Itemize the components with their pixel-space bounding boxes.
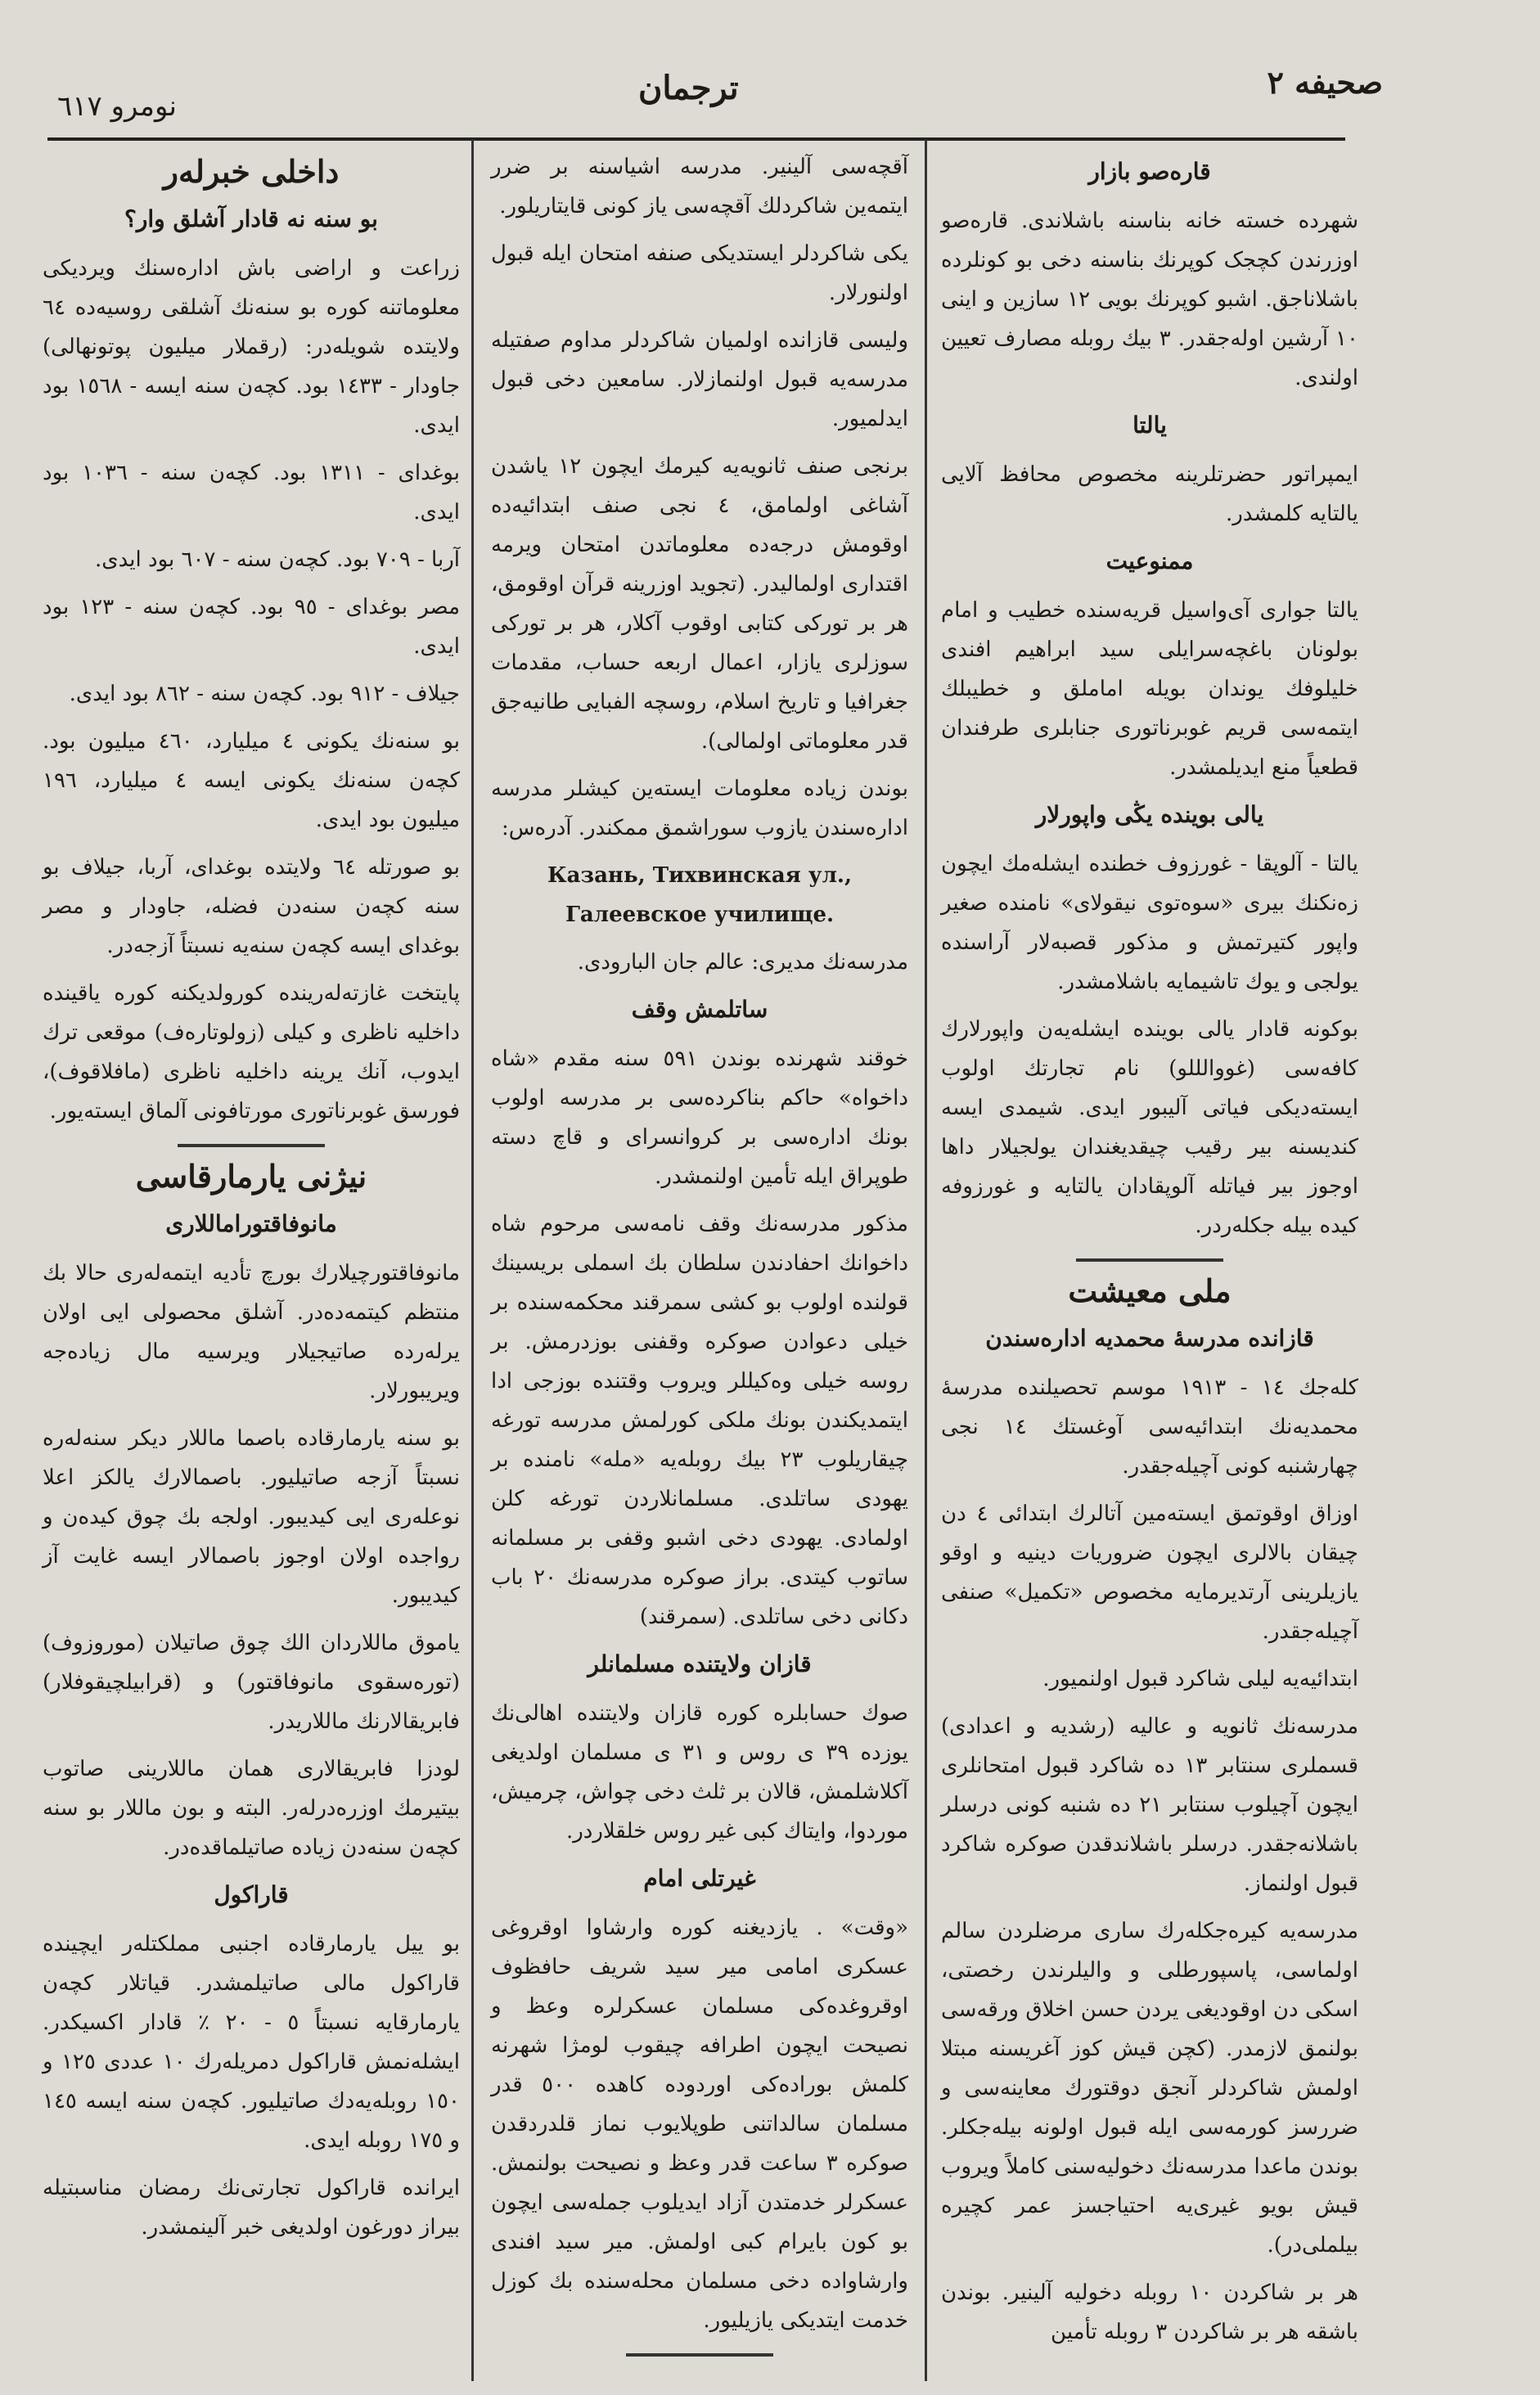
paragraph: ایمپراتور حضرتلرینه مخصوص محافظ آلایی یالتایه کلمشدر. [941,462,1358,526]
column-right [941,147,1358,2360]
paragraph: پایتخت غازته‌لەرینده کورولدیکنه کوره یاقینده داخلیه ناظری و کیلی (زولوتارەف) موقعی ترك ایدوب، آنك یرینه داخلیه ناظری (مافلاقوف)، فورسق غوبرناتوری مورتافونی آلماق ایسته‌یور. [43,981,460,1123]
paragraph: بوندن زیاده معلومات ایسته‌ین کیشلر مدرسه ادارەسندن یازوب سوراشمق ممکندر. آدرەس: [491,777,908,840]
issue-number: نومرو ٦١٧ [57,90,178,123]
page-header [41,57,1383,131]
paragraph: مدرسه‌نك ثانویه و عالیه (رشدیه و اعدادی) قسملری سنتابر ١٣ ده شاکرد قبول امتحانلری ایچون آچیلوب سنتابر ٢١ ده شنبه کونی درسلر باشلانەجقدر. درسلر باشلاندقدن صوکره شاکرد قبول اولنماز. [941,1714,1359,1896]
section-heading: قازانده مدرسهٔ محمدیه ادارەسندن [985,1325,1314,1352]
address-text: Казань, Тихвинская ул., Галеевское училище. [547,863,853,927]
header-rule [47,137,1345,141]
paragraph: زراعت و اراضی باش ادارەسنك ویردیکی معلوماتنه کوره بو سنه‌نك آشلقی روسیه‌ده ٦٤ ولایتده شویله‌در: (رقملار میلیون پوتونهالی) جاودار - ١٤٣٣ بود. کچەن سنه ایسه - ١٥٦٨ بود ایدی. [43,256,460,438]
column-divider-left [471,139,474,2381]
paragraph: بو ییل یارمارقاده اجنبی مملکتلەر ایچیندە قاراکول مالی صاتیلمشدر. قیاتلار کچەن یارمارقایه نسبتاً ٥ - ٢٠ ٪ قادار اکسیکدر. ایشلەنمش قاراکول دمریلەرك ١٠ عددی ١٢٥ و ١٥٠ روبلەیەدك صاتیلیور. کچەن سنه ایسه ١٤٥ و ١٧٥ روبله ایدی. [43,1932,460,2153]
newspaper-title: ترجمان [638,69,739,107]
paragraph: ابتدائیه‌یه لیلی شاکرد قبول اولنمیور. [1042,1667,1358,1691]
paragraph: بو صورتله ٦٤ ولایتده بوغدای، آربا، جیلاف بو سنه کچەن سنه‌دن فضله، جاودار و مصر بوغدای ایسه کچەن سنه‌یه نسبتاً آزجه‌در. [43,855,461,958]
paragraph: یاموق ماللاردان الك چوق صاتیلان (موروزوف) (تورەسقوی مانوفاقتور) و (قرابیلچیقوفلار) فابریقالارنك ماللاریدر. [43,1631,460,1734]
section-heading: مانوفاقتوراماللاری [165,1210,337,1237]
paragraph: مصر بوغدای - ٩٥ بود. کچەن سنه - ١٢٣ بود ایدی. [43,595,461,659]
paragraph: یالتا - آلوپقا - غورزوف خطنده ایشلەمك ایچون زەنکنك بیری «سوەتوی نیقولای» نامنده صغیر واپور کتیرتمش و مذکور قصبەلار آراسنده یولجی و یوك تاشیمایه باشلامشدر. [941,852,1358,994]
paragraph: مدرسه‌نك مدیری: عالم جان البارودی. [577,950,908,975]
section-heading: ممنوعیت [1105,547,1194,574]
section-heading: یالی بوینده یڭی واپورلار [1035,801,1264,828]
section-separator [626,2353,773,2357]
main-section-title: نیژنی یارمارقاسی [135,1158,367,1195]
main-section-title: ملی معیشت [1068,1272,1232,1309]
paragraph: صوك حسابلره کوره قازان ولایتنده اهالی‌نك یوزده ٣٩ ی روس و ٣١ ی مسلمان اولدیغی آکلاشلمش، قالان بر ثلث دخی چواش، چرمیش، موردوا، وایتاك کبی غیر روس خلقلاردر. [491,1701,908,1844]
section-heading: ساتلمش وقف [631,996,768,1023]
paragraph: آربا - ٧٠٩ بود. کچەن سنه - ٦٠٧ بود ایدی. [95,547,460,572]
paragraph: جیلاف - ٩١٢ بود. کچەن سنه - ٨٦٢ بود ایدی. [69,682,460,706]
paragraph: کلەجك ١٤ - ١٩١٣ موسم تحصیلنده مدرسهٔ محمدیه‌نك ابتدائیه‌سی آوغستك ١٤ نجی چهارشنبه کونی آچیلەجقدر. [941,1375,1358,1479]
page-number: صحیفه ٢ [1267,64,1383,101]
paragraph: خوقند شهرنده بوندن ٥٩١ سنه مقدم «شاه داخواه» حاکم بناکرده‌سی بر مدرسه اولوب بونك ادارەسی بر کروانسرای و قاچ دسته طوپراق ایله تأمین اولنمشدر. [491,1047,908,1189]
paragraph: هر بر شاکردن ١٠ روبله دخولیه آلینیر. بوندن باشقه هر بر شاکردن ٣ روبله تأمین [941,2280,1358,2344]
section-heading: قاراکول [214,1881,289,1908]
section-heading: یالتا [1132,412,1167,439]
paragraph: مذکور مدرسه‌نك وقف نامه‌سی مرحوم شاه داخوانك احفادندن سلطان بك اسملی بریسینك قولنده اولوب بو کشی سمرقند محکمه‌سنده بر خیلی دعوادن صوکره وقفنی بوزدرمش. بر روسه خیلی وه‌کیللر ویروب وقتنده بوزجی ادا ایتمدیکندن بونك ملکی کورلمش مدرسه تورغه چیقاریلوب ٢٣ بیك روبله‌یه «مله» نامنده بر یهودی ساتلدی. مسلمانلاردن تورغه کلن اولمادی. یهودی دخی اشبو وقفی بر مسلمانه ساتوب کیتدی. براز صوکره مدرسه‌نك ٢٠ باب دکانی دخی ساتلدی. (سمرقند) [491,1212,908,1629]
paragraph: اوزاق اوقوتمق ایسته‌مین آتالرك ابتدائی ٤ دن چیقان بالالری ایچون ضروریات دینیه و اوقو یازیلرینی آرتدیرمایه مخصوص «تکمیل» صنفی آچیلەجقدر. [941,1501,1358,1644]
paragraph: یکی شاکردلر ایستدیکی صنفه امتحان ایله قبول اولنورلار. [491,241,908,305]
main-section-title: داخلی خبرلەر [163,153,340,190]
paragraph: بوغدای - ١٣١١ بود. کچەن سنه - ١٠٣٦ بود ایدی. [43,461,461,524]
section-heading: قازان ولایتنده مسلمانلر [588,1650,812,1677]
paragraph: آقچه‌سی آلینیر. مدرسه اشیاسنه بر ضرر ایتمه‌ین شاکردلك آقچه‌سی یاز کونی قایتاریلور. [491,155,908,218]
column-middle [491,147,908,2366]
section-heading: بو سنه نه قادار آشلق وار؟ [124,205,378,232]
paragraph: ولیسی قازانده اولمیان شاکردلر مداوم صفتیله مدرسه‌یه قبول اولنمازلار. سامعین دخی قبول ایدلمیور. [491,328,908,431]
paragraph: شهرده خسته خانه بناسنه باشلاندی. قارەصو اوزرندن کچجک کوپرنك بناسنه دخی بو کونلرده باشلاناجق. اشبو کوپرنك بویی ١٢ سازین و اینی ١٠ آرشین اولەجقدر. ٣ بيك روبله مصارف تعیین اولندی. [941,209,1358,390]
paragraph: بو سنه یارمارقاده باصما ماللار دیکر سنەلەره نسبتاً آزجه صاتیلیور. باصمالارك یالکز اعلا نوعلەری ایی کیدیبور. اولجه بك چوق کیدەن و رواجده اولان اوجوز باصمالار ایسه غایت آز کیدیبور. [43,1426,460,1608]
paragraph: بوکونه قادار یالی بوینده ایشلەیەن واپورلارك کافه‌سی (غووالللو) نام تجارتك اولوب ایسته‌دیکی فیاتی آلیبور ایدی. شیمدی ایسه کندیسنه بیر رقیب چیقدیغندان یولجیلار داها اوجوز بیر فیاتله آلوپقادان یالتایه و غورزوفه کیده بیله جکلەردر. [941,1017,1358,1238]
section-heading: قارەصو بازار [1088,158,1211,185]
paragraph: برنجی صنف ثانویه‌یه کیرمك ایچون ١٢ یاشدن آشاغی اولمامق، ٤ نجی صنف ابتدائیه‌ده اوقومش درجەده معلوماتدن امتحان ویرمه اقتدارى اولمالیدر. (تجوید اوزرینه قرآن اوقومق، هر بر تورکی کتابی اوقوب آکلار، هر بر تورکی سوزلری یازار، اعمال اربعه حساب، مقدمات جغرافیا و تاریخ اسلام، روسچه الفبایی طانیه‌جق قدر معلوماتی اولمالی). [491,454,908,754]
paragraph: لودزا فابریقالاری همان ماللارینی صاتوب بیتیرمك اوزره‌درلەر. البته و بون ماللار بو سنه کچەن سنه‌دن زیاده صاتیلماقده‌در. [43,1757,460,1860]
paragraph: مانوفاقتورچیلارك بورچ تأدیه ایتمەلەری حالا بك منتظم کیتمه‌ده‌در. آشلق محصولی ایی اولان یرلەرده صاتیجیلار ویرسیه مال زیاده‌جه ویریبورلار. [43,1261,460,1403]
paragraph: بو سنه‌نك یکونی ٤ میلیارد، ٤٦٠ میلیون بود. کچەن سنه‌نك یکونی ایسه ٤ میلیارد، ١٩٦ میلیون بود ایدی. [43,729,460,832]
paragraph: ایرانده قاراکول تجارتی‌نك رمضان مناسبتیله بیراز دورغون اولدیغی خبر آلینمشدر. [43,2176,460,2240]
paragraph: یالتا جواری آی‌واسیل قریه‌سنده خطیب و امام بولونان باغچه‌سرایلی سید ابراهیم افندی خلیلوفك یوندان بویله اماملق و خطیبلك ایتمه‌سی قریم غوبرناتوری جنابلری طرفندان قطعیاً منع ایدیلمشدر. [941,598,1358,780]
section-heading: غیرتلی امام [643,1865,756,1892]
paragraph: «وقت» . یازدیغنه کوره وارشاوا اوقروغی عسکری امامی میر سید شریف حافظوف اوقروغده‌کی مسلمان عسکرلره وعظ و نصیحت ایچون اطرافه چیقوب لومژا شهرنه کلمش بوراده‌کی اوردوده کاهده ٥٠٠ قدر مسلمان سالداتنی طوپلایوب نماز قلدردقدن صوکره ٣ ساعت قدر وعظ و نصیحت بولنمش. عسکرلر خدمتدن آزاد ایدیلوب جمله‌سی ایچون بو کون بایرام کبی اولمش. میر سید افندی وارشاواده دخی مسلمان محله‌سنده بك کوزل خدمت ایتدیکی یازیلیور. [491,1916,908,2333]
section-separator [1076,1258,1223,1262]
column-left [43,147,460,2255]
column-divider-right [925,139,927,2381]
paragraph: مدرسه‌یه کیره‌جکلەرك ساری مرضلردن سالم اولماسی، پاسپورطلی و والیلرندن رخصتی، اسکی دن اوقودیغی یردن حسن اخلاق ورقه‌سی بولنمق لازمدر. (کچن قیش کوز آغریسنه مبتلا اولمش شاکردلر آنجق دوقتورك معاینه‌سی و ضررسز کورمه‌سی ایله قبول اولونه بیلەجکلر. بوندن ماعدا مدرسه‌نك دخولیه‌سنی کاملاً ویروب قیش بویو غیری‌یه احتیاجسز عمر کچیره بیلملی‌در). [941,1919,1358,2258]
section-separator [178,1144,325,1147]
